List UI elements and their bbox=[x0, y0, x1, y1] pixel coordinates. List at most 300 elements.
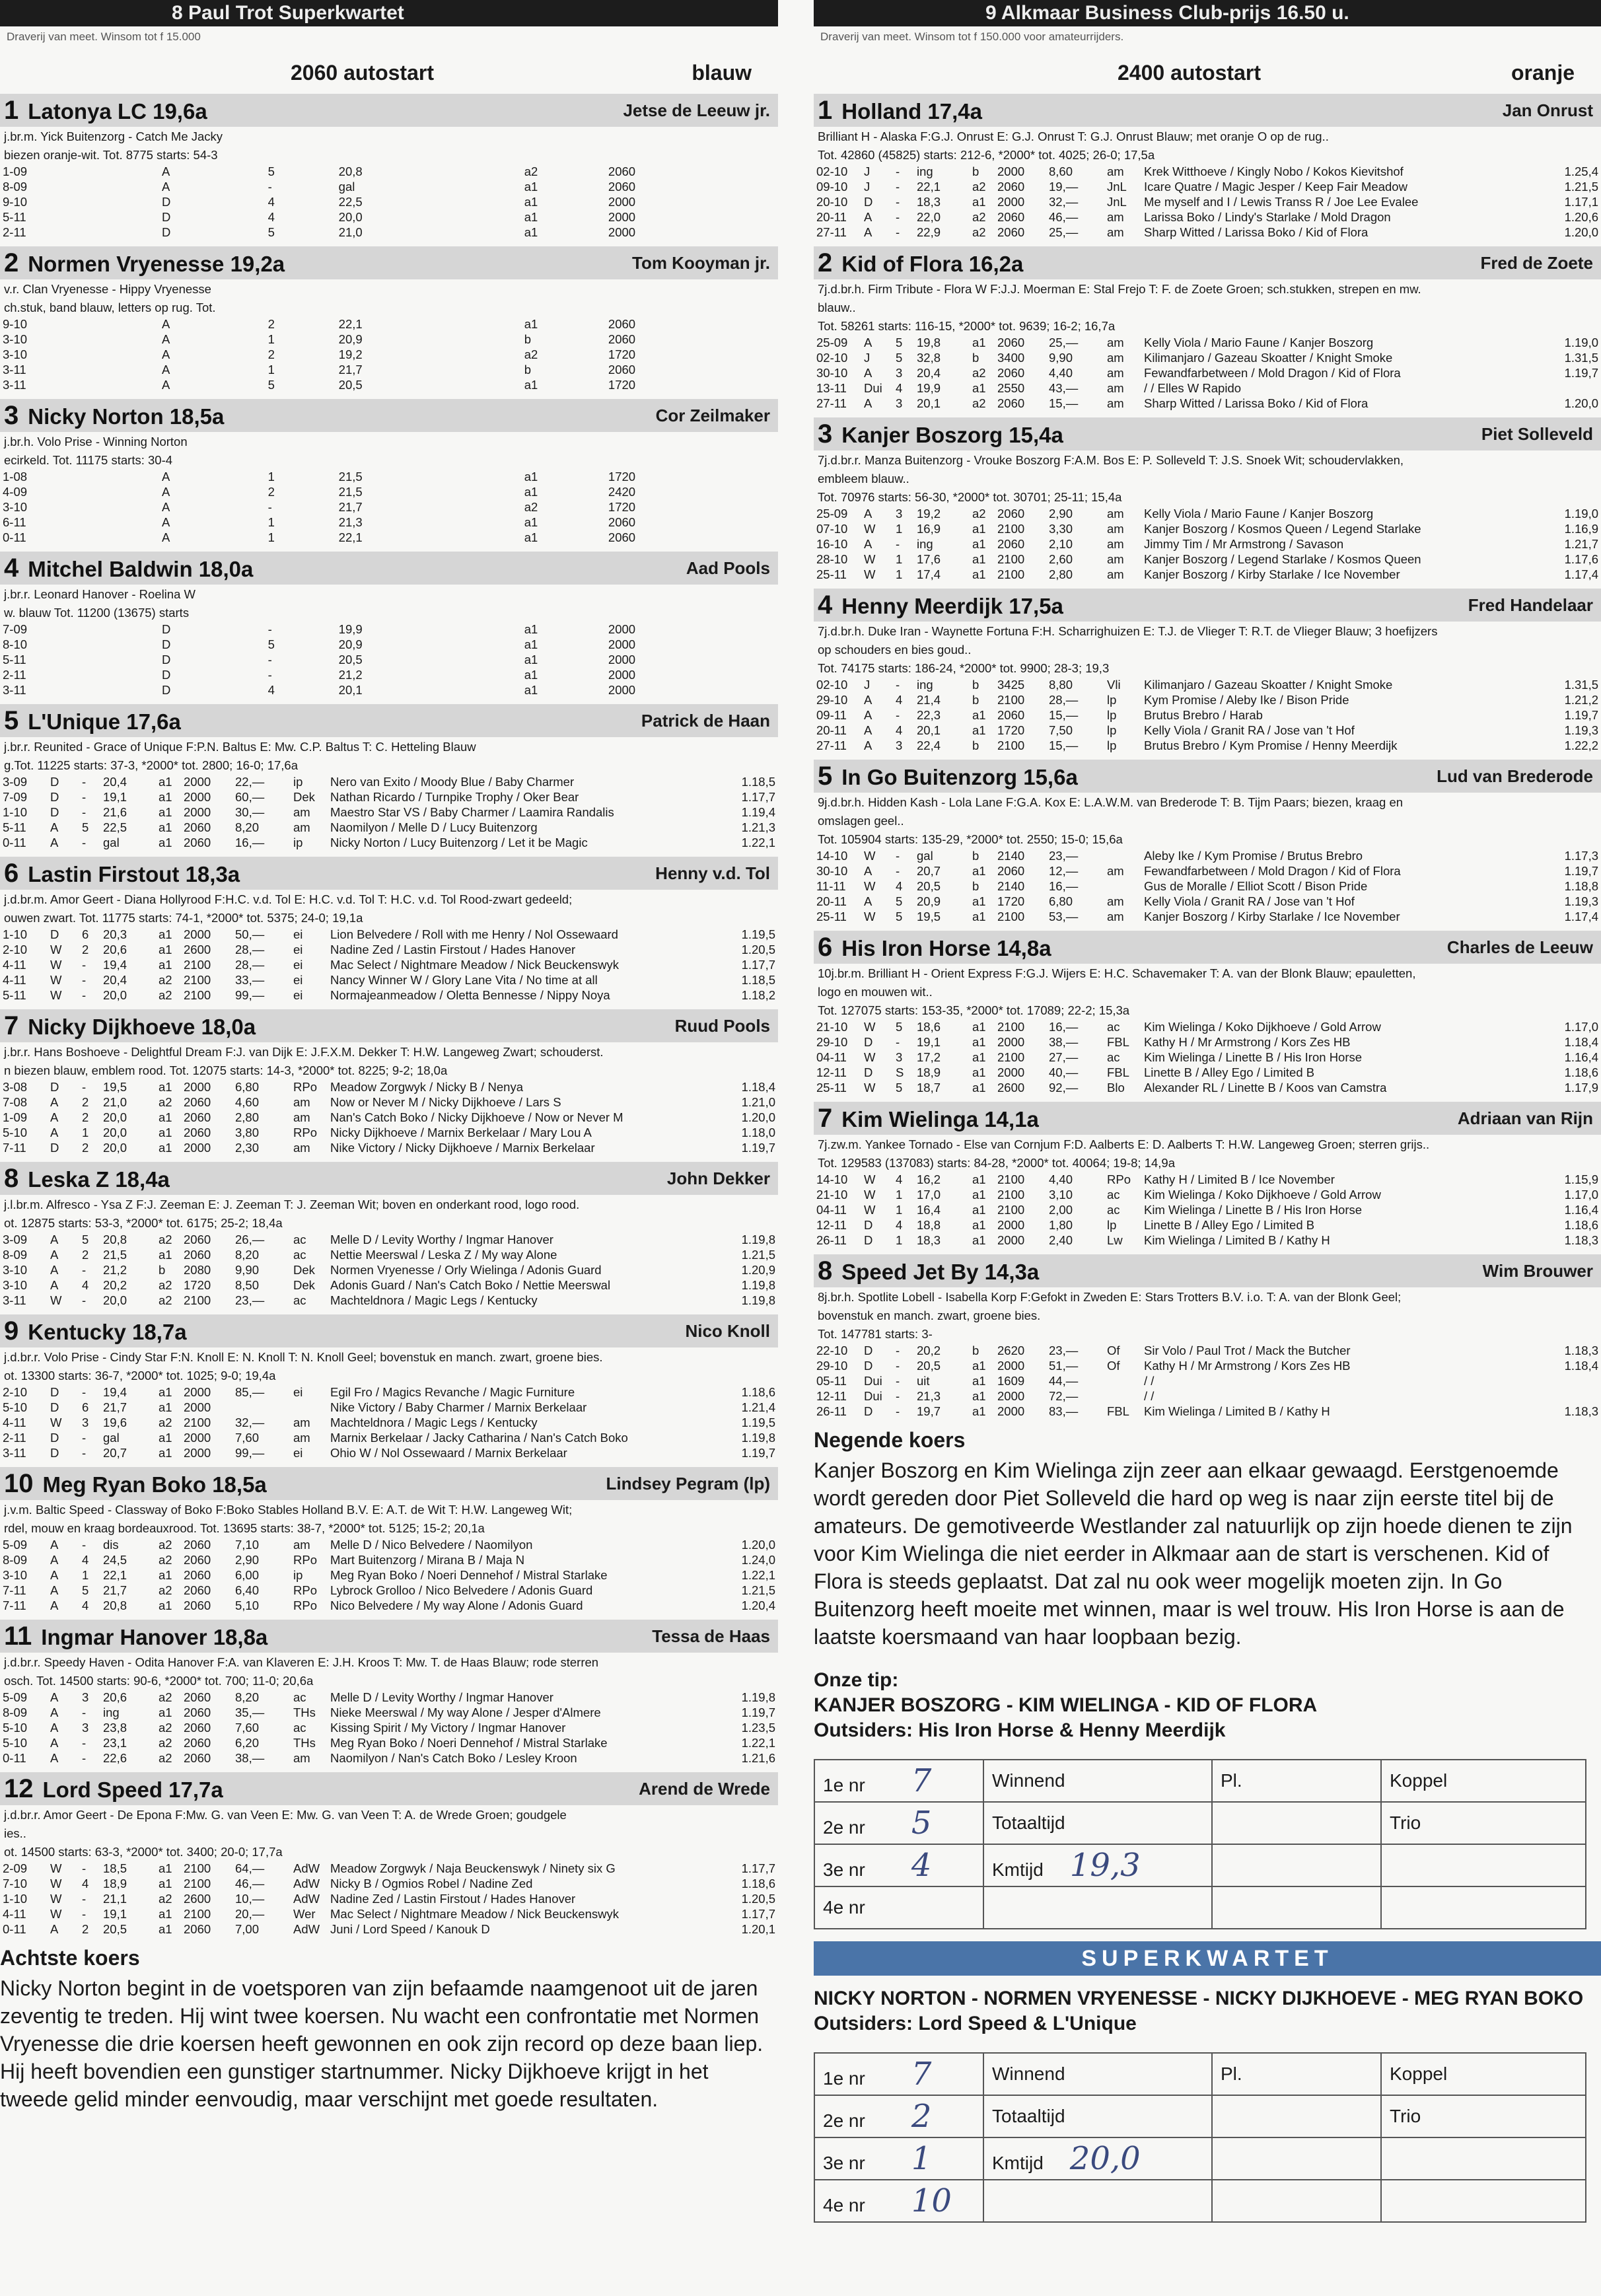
table-row bbox=[0, 515, 778, 530]
result-cell: 3-10 bbox=[3, 332, 28, 346]
result-cell: 21,7 bbox=[103, 1583, 127, 1597]
result-cell: Kim Wielinga / Koko Dijkhoeve / Gold Arrow bbox=[1144, 1188, 1381, 1202]
result-cell: 1.18,5 bbox=[741, 775, 775, 789]
result-cell: a1 bbox=[972, 910, 986, 923]
table-row bbox=[0, 1705, 778, 1720]
result-cell: J bbox=[864, 180, 871, 194]
result-cell: D bbox=[50, 1141, 59, 1155]
result-cell: a1 bbox=[972, 1404, 986, 1418]
result-cell: A bbox=[864, 738, 872, 752]
table-row bbox=[0, 530, 778, 545]
result-cell: 20,9 bbox=[338, 332, 363, 346]
result-cell: A bbox=[864, 366, 872, 380]
result-cell: b bbox=[972, 879, 979, 893]
table-row bbox=[814, 1373, 1601, 1388]
result-cell: 25-11 bbox=[816, 910, 847, 923]
result-cell: Of bbox=[1107, 1344, 1120, 1357]
result-cell: am bbox=[1107, 537, 1124, 551]
horse-header bbox=[0, 94, 778, 127]
result-cell: 27-11 bbox=[816, 396, 847, 410]
result-cell: 5-11 bbox=[3, 210, 26, 224]
bet-empty[interactable] bbox=[1381, 1886, 1586, 1929]
table-row bbox=[814, 506, 1601, 521]
bet-koppel[interactable]: Koppel bbox=[1381, 2053, 1586, 2095]
horse-pedigree: j.br.r. Hans Boshoeve - Delightful Dream F:J. van Dijk E: J.F.X.M. Dekker T: H.W. Langeweg Zwart; schouderst. bbox=[4, 1045, 604, 1059]
result-cell: 1.19,0 bbox=[1564, 507, 1598, 520]
result-cell: 19,9 bbox=[338, 622, 363, 636]
result-cell: 1.19,8 bbox=[741, 1431, 775, 1445]
result-cell: 8-09 bbox=[3, 180, 28, 194]
result-cell: 1 bbox=[896, 522, 903, 536]
result-cell: ip bbox=[293, 775, 303, 789]
result-cell: 5 bbox=[896, 336, 903, 349]
bet-row-label: 3e nr 4 bbox=[814, 1844, 983, 1886]
result-cell: - bbox=[896, 180, 900, 194]
result-cell: D bbox=[50, 1385, 59, 1399]
horse-name: 1 Latonya LC 19,6a bbox=[4, 95, 207, 125]
result-cell: 20,1 bbox=[917, 723, 941, 737]
result-cell: THs bbox=[293, 1736, 316, 1750]
result-cell: 19,7 bbox=[917, 1404, 941, 1418]
result-cell: 27-11 bbox=[816, 225, 847, 239]
result-cell: 16,4 bbox=[917, 1203, 941, 1217]
result-cell: 9,90 bbox=[1049, 351, 1073, 365]
result-cell: 1.17,7 bbox=[741, 790, 775, 804]
horse-name: 5 L'Unique 17,6a bbox=[4, 705, 181, 735]
result-cell: Nicky Norton / Lucy Buitenzorg / Let it be Magic bbox=[330, 836, 588, 849]
result-cell: 20,8 bbox=[338, 164, 363, 178]
race-results bbox=[814, 506, 1601, 582]
result-cell: Mac Select / Nightmare Meadow / Nick Beuckenswyk bbox=[330, 958, 619, 972]
result-cell: Kilimanjaro / Gazeau Skoatter / Knight Smoke bbox=[1144, 678, 1393, 692]
bet-row-label: 1e nr 7 bbox=[814, 1760, 983, 1802]
result-cell: 2-09 bbox=[3, 1861, 28, 1875]
bet-pl[interactable]: Pl. bbox=[1212, 2053, 1381, 2095]
result-cell: 5 bbox=[267, 164, 275, 178]
result-cell: FBL bbox=[1107, 1035, 1129, 1049]
table-row bbox=[0, 667, 778, 682]
result-cell: 20,6 bbox=[103, 943, 127, 956]
result-cell: 4 bbox=[896, 381, 903, 395]
result-cell: JnL bbox=[1107, 195, 1127, 209]
table-row bbox=[814, 1034, 1601, 1050]
commentary-title: Achtste koers bbox=[0, 1946, 140, 1970]
result-cell: 1 bbox=[267, 515, 275, 529]
table-row bbox=[0, 1384, 778, 1400]
result-cell: 3-10 bbox=[3, 1278, 28, 1292]
horse-entry bbox=[814, 589, 1601, 753]
result-cell: A bbox=[161, 164, 170, 178]
result-cell: a2 bbox=[972, 180, 986, 194]
result-cell: 26-11 bbox=[816, 1233, 847, 1247]
result-cell: Fewandfarbetween / Mold Dragon / Kid of Flora bbox=[1144, 366, 1401, 380]
horse-entry bbox=[814, 417, 1601, 582]
result-cell: 6 bbox=[82, 1400, 89, 1414]
result-cell: 2000 bbox=[997, 1404, 1025, 1418]
table-row bbox=[0, 1445, 778, 1460]
race-results bbox=[0, 1690, 778, 1766]
bet-kmtijd[interactable]: Kmtijd 20,0 bbox=[983, 2137, 1212, 2180]
result-cell: 1.20,6 bbox=[1564, 210, 1598, 224]
result-cell: 21,7 bbox=[338, 500, 363, 514]
result-cell bbox=[1104, 1373, 1141, 1388]
result-cell: D bbox=[864, 1344, 873, 1357]
result-cell: a1 bbox=[159, 1446, 172, 1460]
horse-header bbox=[0, 1772, 778, 1805]
bet-winnend[interactable]: Winnend bbox=[983, 1760, 1212, 1802]
result-cell: A bbox=[161, 500, 170, 514]
bet-empty[interactable] bbox=[1212, 2180, 1381, 2222]
result-cell: 2-11 bbox=[3, 225, 26, 239]
result-cell: 2000 bbox=[184, 1141, 211, 1155]
bet-trio[interactable]: Trio bbox=[1381, 1802, 1586, 1844]
result-cell: 3 bbox=[82, 1690, 89, 1704]
result-cell: 5 bbox=[896, 1081, 903, 1094]
result-cell: 20,0 bbox=[103, 1141, 127, 1155]
result-cell: 1.17,0 bbox=[1564, 1188, 1598, 1202]
result-cell: 2060 bbox=[184, 820, 211, 834]
bet-winnend[interactable]: Winnend bbox=[983, 2053, 1212, 2095]
table-row bbox=[814, 194, 1601, 209]
result-cell: 12-11 bbox=[816, 1065, 847, 1079]
result-cell: 2000 bbox=[184, 790, 211, 804]
result-cell: 2000 bbox=[608, 210, 636, 224]
horse-entry bbox=[0, 246, 778, 392]
table-row bbox=[814, 1202, 1601, 1217]
result-cell: D bbox=[161, 210, 171, 224]
result-cell: Mac Select / Nightmare Meadow / Nick Beuckenswyk bbox=[330, 1907, 619, 1921]
result-cell: a2 bbox=[159, 1721, 172, 1735]
result-cell: 2100 bbox=[997, 1050, 1025, 1064]
result-cell: 2,00 bbox=[1049, 1203, 1073, 1217]
result-cell: 09-11 bbox=[816, 708, 847, 722]
table-row bbox=[0, 820, 778, 835]
result-cell: 1.20,5 bbox=[741, 943, 775, 956]
result-cell: 8,20 bbox=[235, 1690, 260, 1704]
result-cell: Nan's Catch Boko / Nicky Dijkhoeve / Now or Never M bbox=[330, 1110, 623, 1124]
result-cell: 5 bbox=[82, 1233, 89, 1246]
table-row bbox=[0, 332, 778, 347]
table-row bbox=[814, 1187, 1601, 1202]
result-cell: 2000 bbox=[608, 683, 636, 697]
bet-empty[interactable] bbox=[1212, 1886, 1381, 1929]
result-cell: FBL bbox=[1107, 1065, 1129, 1079]
result-cell: 1.19,8 bbox=[741, 1278, 775, 1292]
result-cell: a1 bbox=[524, 530, 538, 544]
result-cell: gal bbox=[103, 836, 120, 849]
horse-pedigree: rdel, mouw en kraag bordeauxrood. Tot. 13695 starts: 38-7, *2000* tot. 5125; 15-2; 20,1a bbox=[4, 1521, 485, 1535]
bet-empty[interactable] bbox=[1381, 1844, 1586, 1886]
horse-number: 4 bbox=[4, 553, 19, 583]
result-cell: 20,9 bbox=[338, 637, 363, 651]
result-cell: 9-10 bbox=[3, 317, 28, 331]
race-color: oranje bbox=[1511, 61, 1575, 85]
result-cell: 8,50 bbox=[235, 1278, 260, 1292]
horse-entry bbox=[0, 704, 778, 850]
result-cell: 64,— bbox=[235, 1861, 265, 1875]
result-cell: D bbox=[864, 1218, 873, 1232]
result-cell: 20,5 bbox=[338, 653, 363, 666]
bet-empty[interactable] bbox=[1381, 2137, 1586, 2180]
table-row bbox=[0, 682, 778, 698]
result-cell: 04-11 bbox=[816, 1050, 847, 1064]
result-cell: a2 bbox=[159, 1293, 172, 1307]
race-results bbox=[814, 335, 1601, 411]
superkwartet-banner: SUPERKWARTET bbox=[814, 1941, 1601, 1976]
result-cell: 53,— bbox=[1049, 910, 1079, 923]
result-cell: a1 bbox=[159, 927, 172, 941]
result-cell: 2060 bbox=[997, 507, 1025, 520]
result-cell: a1 bbox=[524, 622, 538, 636]
result-cell: ip bbox=[293, 836, 303, 849]
horse-number: 2 bbox=[4, 248, 19, 277]
result-cell: 28,— bbox=[235, 958, 265, 972]
result-cell: 4-11 bbox=[3, 958, 26, 972]
result-cell: 18,9 bbox=[103, 1877, 127, 1890]
result-cell: - bbox=[896, 864, 900, 878]
result-cell: ac bbox=[293, 1233, 306, 1246]
result-cell: a2 bbox=[159, 1416, 172, 1429]
result-cell: 3-10 bbox=[3, 1263, 28, 1277]
result-cell: 2060 bbox=[184, 1922, 211, 1936]
table-row bbox=[814, 1172, 1601, 1187]
result-cell: W bbox=[50, 1877, 62, 1890]
horse-driver: Aad Pools bbox=[686, 557, 770, 578]
table-row bbox=[0, 1293, 778, 1308]
bet-empty[interactable] bbox=[983, 1886, 1212, 1929]
result-cell: a1 bbox=[972, 723, 986, 737]
horse-name: 7 Nicky Dijkhoeve 18,0a bbox=[4, 1011, 256, 1040]
tip-label: Onze tip: bbox=[814, 1669, 899, 1691]
bet-totaaltijd[interactable]: Totaaltijd bbox=[983, 2095, 1212, 2137]
result-cell: - bbox=[82, 1293, 87, 1307]
result-cell: Naomilyon / Melle D / Lucy Buitenzorg bbox=[330, 820, 538, 834]
bet-empty[interactable] bbox=[1212, 1802, 1381, 1844]
result-cell: 2100 bbox=[184, 1293, 211, 1307]
result-cell: - bbox=[82, 958, 87, 972]
result-cell: 2,10 bbox=[1049, 537, 1073, 551]
result-cell: D bbox=[864, 1233, 873, 1247]
result-cell: 1-10 bbox=[3, 1892, 28, 1906]
horse-driver: Piet Solleveld bbox=[1481, 423, 1593, 444]
bet-kmtijd[interactable]: Kmtijd 19,3 bbox=[983, 1844, 1212, 1886]
result-cell: 2140 bbox=[997, 849, 1025, 863]
horse-pedigree: j.br.m. Yick Buitenzorg - Catch Me Jacky bbox=[4, 129, 223, 143]
table-row bbox=[814, 909, 1601, 924]
result-cell: - bbox=[82, 836, 87, 849]
result-cell: 1 bbox=[267, 470, 275, 484]
horse-pedigree: 7j.d.br.h. Firm Tribute - Flora W F:J.J. Moerman E: Stal Frejo T: F. de Zoete Groen; sch.stukken, strepen en mw. bbox=[818, 282, 1421, 296]
result-cell: 1.21,5 bbox=[1564, 180, 1598, 194]
result-cell: A bbox=[864, 225, 872, 239]
result-cell: 19,4 bbox=[103, 958, 127, 972]
result-cell: - bbox=[896, 225, 900, 239]
left-column bbox=[0, 0, 778, 2113]
result-cell: a2 bbox=[524, 347, 538, 361]
result-cell: Kathy H / Mr Armstrong / Kors Zes HB bbox=[1144, 1035, 1351, 1049]
result-cell: 6-11 bbox=[3, 515, 26, 529]
result-cell: a1 bbox=[524, 317, 538, 331]
result-cell: a2 bbox=[524, 164, 538, 178]
result-cell: ei bbox=[293, 958, 303, 972]
result-cell: 2000 bbox=[997, 1035, 1025, 1049]
result-cell: - bbox=[896, 1035, 900, 1049]
result-cell: 4-11 bbox=[3, 1907, 26, 1921]
result-cell: 5-11 bbox=[3, 820, 26, 834]
horse-entry bbox=[0, 1467, 778, 1613]
result-cell: Sharp Witted / Larissa Boko / Kid of Flora bbox=[1144, 396, 1369, 410]
result-cell: 1.17,7 bbox=[741, 1907, 775, 1921]
horse-name: 9 Kentucky 18,7a bbox=[4, 1316, 187, 1345]
race-results bbox=[0, 622, 778, 698]
result-cell: 2060 bbox=[608, 317, 636, 331]
bet-koppel[interactable]: Koppel bbox=[1381, 1760, 1586, 1802]
result-cell: W bbox=[864, 522, 876, 536]
result-cell: 19,5 bbox=[917, 910, 941, 923]
horse-number: 3 bbox=[4, 400, 19, 430]
result-cell: Nadine Zed / Lastin Firstout / Hades Hanover bbox=[330, 943, 576, 956]
result-cell: 4 bbox=[896, 723, 903, 737]
table-row bbox=[0, 1430, 778, 1445]
commentary-text: Kanjer Boszorg en Kim Wielinga zijn zeer aan elkaar gewaagd. Eerstgenoemde wordt gereden door Piet Solleveld die hard op weg is naar zijn eerste titel bij de amateurs. De gemotiveerde Westlander zal natuurlijk op zijn hoede dienen te zijn voor Kim Wielinga die niet eerder in Alkmaar aan de start is verschenen. Kid of Flora is steeds geplaatst. Dat zal nu ook weer mogelijk moeten zijn. In Go Buitenzorg heeft moeite met winnen, maar is wel trouw. His Iron Horse is aan de laatste koersmaand van haar loopbaan bezig. bbox=[814, 1458, 1573, 1649]
result-cell: Aleby Ike / Kym Promise / Brutus Brebro bbox=[1144, 849, 1363, 863]
commentary-title: Negende koers bbox=[814, 1428, 966, 1452]
result-cell: Nero van Exito / Moody Blue / Baby Charmer bbox=[330, 775, 575, 789]
result-cell: a2 bbox=[972, 507, 986, 520]
horse-driver: Lindsey Pegram (lp) bbox=[606, 1473, 770, 1493]
horse-pedigree: n biezen blauw, emblem rood. Tot. 12075 starts: 14-3, *2000* tot. 8225; 9-2; 18,0a bbox=[4, 1063, 448, 1077]
result-cell: 21,5 bbox=[103, 1248, 127, 1262]
result-cell: / / bbox=[1144, 1389, 1155, 1403]
result-cell: 2100 bbox=[997, 738, 1025, 752]
bet-empty[interactable] bbox=[1212, 2137, 1381, 2180]
result-cell: 22,5 bbox=[103, 820, 127, 834]
result-cell: Dui bbox=[864, 1389, 882, 1403]
result-cell: Fewandfarbetween / Mold Dragon / Kid of Flora bbox=[1144, 864, 1401, 878]
table-row bbox=[0, 1110, 778, 1125]
table-row bbox=[0, 179, 778, 194]
result-cell: a2 bbox=[972, 396, 986, 410]
table-row bbox=[0, 469, 778, 484]
result-cell: a1 bbox=[972, 1050, 986, 1064]
result-cell: Maestro Star VS / Baby Charmer / Laamira Randalis bbox=[330, 805, 614, 819]
bet-empty[interactable] bbox=[1381, 2180, 1586, 2222]
result-cell: 2000 bbox=[608, 225, 636, 239]
table-row bbox=[0, 316, 778, 332]
result-cell: 1 bbox=[896, 552, 903, 566]
result-cell: Normajeanmeadow / Oletta Bennesse / Nippy Noya bbox=[330, 988, 610, 1002]
horse-name: 2 Normen Vryenesse 19,2a bbox=[4, 248, 285, 277]
result-cell: A bbox=[161, 363, 170, 377]
result-cell: a1 bbox=[524, 515, 538, 529]
result-cell: 2100 bbox=[184, 1861, 211, 1875]
horse-pedigree: j.br.h. Volo Prise - Winning Norton bbox=[4, 435, 188, 448]
result-cell: 20,6 bbox=[103, 1690, 127, 1704]
result-cell: 8,60 bbox=[1049, 164, 1073, 178]
result-cell: J bbox=[864, 164, 871, 178]
horse-pedigree: 7j.d.br.h. Duke Iran - Waynette Fortuna F:H. Scharrighuizen E: T.J. de Vlieger T: R.T. de Vlieger Blauw; 3 hoefijzers bbox=[818, 624, 1438, 638]
result-cell: Nicky Dijkhoeve / Marnix Berkelaar / Mary Lou A bbox=[330, 1126, 592, 1139]
result-cell: a1 bbox=[972, 1389, 986, 1403]
horse-pedigree: bovenstuk en manch. zwart, groene bies. bbox=[818, 1309, 1041, 1322]
result-cell: W bbox=[864, 1081, 876, 1094]
result-cell: 1.31,5 bbox=[1564, 678, 1598, 692]
result-cell: 20-11 bbox=[816, 723, 847, 737]
result-cell: 1.20,4 bbox=[741, 1598, 775, 1612]
horse-number: 7 bbox=[818, 1103, 833, 1133]
bet-empty[interactable] bbox=[1212, 2095, 1381, 2137]
result-cell: - bbox=[82, 1861, 87, 1875]
race-start-row bbox=[814, 59, 1601, 94]
result-cell: 22,6 bbox=[103, 1751, 127, 1765]
result-cell: 1.17,0 bbox=[1564, 1020, 1598, 1034]
result-cell: Dek bbox=[293, 790, 315, 804]
result-cell: 2100 bbox=[997, 1203, 1025, 1217]
result-cell: 2600 bbox=[184, 943, 211, 956]
bet-empty[interactable] bbox=[983, 2180, 1212, 2222]
table-row bbox=[0, 942, 778, 957]
result-cell: a1 bbox=[972, 1035, 986, 1049]
result-cell: 30-10 bbox=[816, 864, 848, 878]
result-cell: ac bbox=[1107, 1050, 1120, 1064]
result-cell: 20,2 bbox=[103, 1278, 127, 1292]
result-cell: 19,9 bbox=[917, 381, 941, 395]
result-cell: 3-10 bbox=[3, 500, 28, 514]
bet-pl[interactable]: Pl. bbox=[1212, 1760, 1381, 1802]
result-cell: 2,80 bbox=[1049, 567, 1073, 581]
result-cell: 15,— bbox=[1049, 738, 1079, 752]
result-cell: A bbox=[864, 723, 872, 737]
result-cell: ac bbox=[1107, 1188, 1120, 1202]
bet-trio[interactable]: Trio bbox=[1381, 2095, 1586, 2137]
bet-row-label: 2e nr 2 bbox=[814, 2095, 983, 2137]
result-cell: 4,40 bbox=[1049, 1172, 1073, 1186]
horse-driver: John Dekker bbox=[666, 1168, 770, 1188]
table-row bbox=[0, 1552, 778, 1567]
race-results bbox=[0, 774, 778, 850]
result-cell: 3-11 bbox=[3, 1293, 26, 1307]
result-cell: 3-11 bbox=[3, 378, 26, 392]
result-cell: 1.17,4 bbox=[1564, 910, 1598, 923]
result-cell: 2-10 bbox=[3, 943, 28, 956]
result-cell: b bbox=[524, 363, 532, 377]
result-cell: 3 bbox=[896, 396, 903, 410]
result-cell: 7,50 bbox=[1049, 723, 1073, 737]
bet-row-label: 2e nr 5 bbox=[814, 1802, 983, 1844]
result-cell: A bbox=[864, 336, 872, 349]
result-cell: a1 bbox=[972, 195, 986, 209]
result-cell: - bbox=[896, 1404, 900, 1418]
result-cell: W bbox=[864, 567, 876, 581]
result-cell: A bbox=[50, 1553, 59, 1567]
result-cell: 5 bbox=[82, 820, 89, 834]
result-cell: 1-09 bbox=[3, 164, 28, 178]
horse-header bbox=[814, 760, 1601, 793]
result-cell: 2060 bbox=[997, 864, 1025, 878]
result-cell: Naomilyon / Nan's Catch Boko / Lesley Kroon bbox=[330, 1751, 577, 1765]
bet-totaaltijd[interactable]: Totaaltijd bbox=[983, 1802, 1212, 1844]
result-cell: 5-10 bbox=[3, 1736, 28, 1750]
bet-empty[interactable] bbox=[1212, 1844, 1381, 1886]
result-cell: - bbox=[82, 805, 87, 819]
result-cell: 1.19,8 bbox=[741, 1690, 775, 1704]
result-cell: b bbox=[972, 1344, 979, 1357]
bet-row-label: 4e nr bbox=[814, 1886, 983, 1929]
result-cell: A bbox=[864, 210, 872, 224]
result-cell bbox=[1536, 380, 1601, 396]
result-cell: 21-10 bbox=[816, 1020, 848, 1034]
result-cell: 2060 bbox=[184, 836, 211, 849]
